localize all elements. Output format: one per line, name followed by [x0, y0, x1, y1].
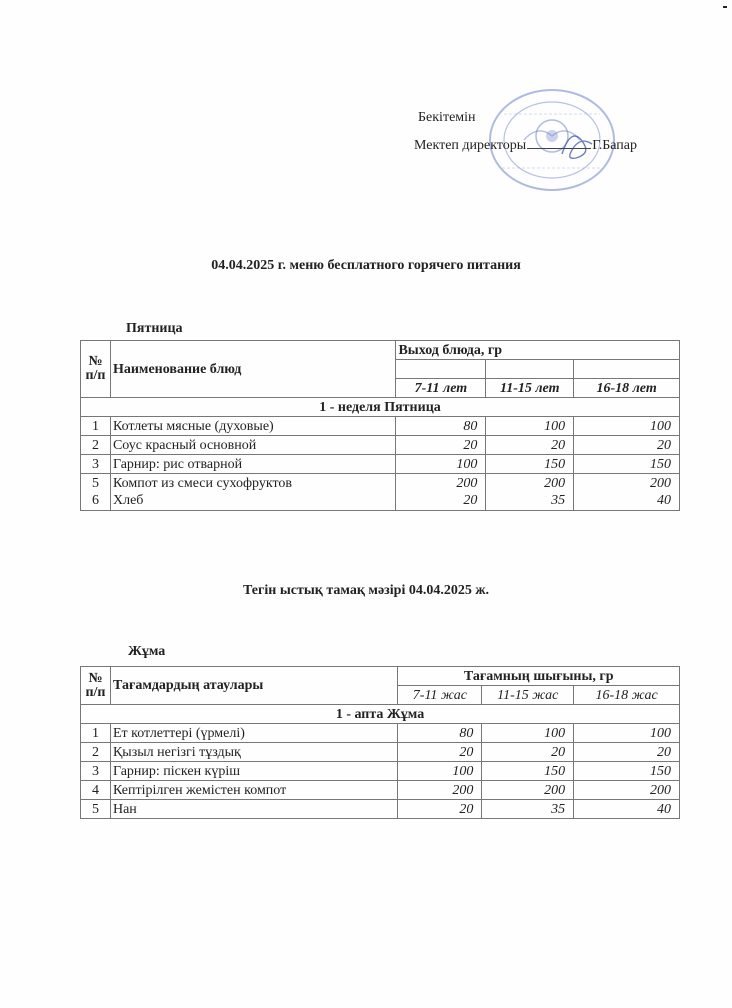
portion-value: 200 [650, 476, 671, 491]
ru-age-header: 7-11 лет [396, 379, 486, 398]
corner-mark [723, 6, 727, 8]
row-number: 2 [81, 436, 111, 455]
ru-dish-header: Наименование блюд [110, 341, 396, 398]
portion-value: 20 [398, 800, 482, 819]
portion-value: 80 [398, 724, 482, 743]
dish-name: Котлеты мясные (духовые) [110, 417, 396, 436]
portion-value: 20 [398, 743, 482, 762]
ru-day-label: Пятница [126, 321, 183, 336]
row-number: 1 [81, 724, 111, 743]
kz-age-header: 7-11 жас [398, 686, 482, 705]
row-number-merged [81, 474, 111, 511]
signature-line [527, 136, 591, 149]
portion-value: 20 [396, 436, 486, 455]
table-row [81, 762, 680, 781]
kz-age-header: 16-18 жас [574, 686, 680, 705]
row-number: 3 [81, 455, 111, 474]
approval-label: Бекітемін [418, 110, 476, 125]
row-number: 5 [81, 800, 111, 819]
portion-value: 100 [396, 455, 486, 474]
portion-value: 40 [574, 800, 680, 819]
portion-value: 100 [574, 724, 680, 743]
portion-value: 150 [482, 762, 574, 781]
dish-name: Гарнир: піскен күріш [110, 762, 398, 781]
ru-menu-table [80, 340, 680, 511]
portion-value: 200 [482, 781, 574, 800]
kz-header-row-1 [81, 667, 680, 686]
portion-value: 20 [463, 493, 478, 508]
dish-name: Соус красный основной [110, 436, 396, 455]
portion-value: 20 [574, 743, 680, 762]
ru-age-header: 16-18 лет [574, 379, 680, 398]
portion-value: 40 [657, 493, 671, 508]
portion-value: 100 [486, 417, 574, 436]
table-row [81, 724, 680, 743]
table-row [81, 743, 680, 762]
portion-value: 35 [551, 493, 566, 508]
dish-name-merged [110, 474, 396, 511]
portion-value-merged [486, 474, 574, 511]
table-row [81, 417, 680, 436]
kz-day-label: Жұма [128, 644, 166, 659]
portion-value: 150 [574, 455, 680, 474]
ru-header-row-1 [81, 341, 680, 360]
dish-name: Компот из смеси сухофруктов [112, 476, 293, 491]
row-number: 2 [81, 743, 111, 762]
ru-empty-cell [486, 360, 574, 379]
portion-value: 35 [482, 800, 574, 819]
kz-week-row [81, 705, 680, 724]
kz-output-header: Тағамның шығыны, гр [398, 667, 680, 686]
portion-value: 80 [396, 417, 486, 436]
kz-title: Тегін ыстық тамақ мәзірі 04.04.2025 ж. [243, 583, 489, 598]
portion-value: 200 [574, 781, 680, 800]
dish-name: Кептірілген жемістен компот [110, 781, 398, 800]
row-number: 6 [91, 493, 99, 508]
director-signature-line [414, 136, 637, 154]
dish-name: Ет котлеттері (үрмелі) [110, 724, 398, 743]
portion-value: 20 [574, 436, 680, 455]
dish-name: Нан [110, 800, 398, 819]
row-number: 3 [81, 762, 111, 781]
ru-output-header: Выход блюда, гр [396, 341, 680, 360]
portion-value-merged [396, 474, 486, 511]
portion-value: 100 [482, 724, 574, 743]
ru-title: 04.04.2025 г. меню бесплатного горячего питания [211, 258, 521, 273]
portion-value: 200 [398, 781, 482, 800]
portion-value: 100 [398, 762, 482, 781]
dish-name: Қызыл негізгі тұздық [110, 743, 398, 762]
portion-value: 200 [544, 476, 566, 491]
kz-age-header: 11-15 жас [482, 686, 574, 705]
row-number: 4 [81, 781, 111, 800]
director-label: Мектеп директоры [414, 138, 527, 153]
portion-value: 200 [456, 476, 478, 491]
kz-num-header: № п/п [81, 667, 111, 705]
kz-menu-table [80, 666, 680, 819]
ru-empty-cell [574, 360, 680, 379]
director-name: Г.Бапар [592, 138, 638, 153]
kz-dish-header: Тағамдардың атаулары [110, 667, 398, 705]
table-row [81, 455, 680, 474]
kz-week-label: 1 - апта Жұма [81, 705, 680, 724]
ru-week-row [81, 398, 680, 417]
row-number: 1 [81, 417, 111, 436]
table-row-merged [81, 474, 680, 511]
table-row [81, 800, 680, 819]
portion-value: 150 [486, 455, 574, 474]
table-row [81, 781, 680, 800]
dish-name: Хлеб [112, 493, 144, 508]
portion-value: 150 [574, 762, 680, 781]
dish-name: Гарнир: рис отварной [110, 455, 396, 474]
portion-value: 20 [486, 436, 574, 455]
portion-value: 100 [574, 417, 680, 436]
ru-week-label: 1 - неделя Пятница [81, 398, 680, 417]
row-number: 5 [91, 476, 99, 491]
portion-value-merged [574, 474, 680, 511]
ru-age-header: 11-15 лет [486, 379, 574, 398]
table-row [81, 436, 680, 455]
ru-num-header: № п/п [81, 341, 111, 398]
ru-empty-cell [396, 360, 486, 379]
portion-value: 20 [482, 743, 574, 762]
